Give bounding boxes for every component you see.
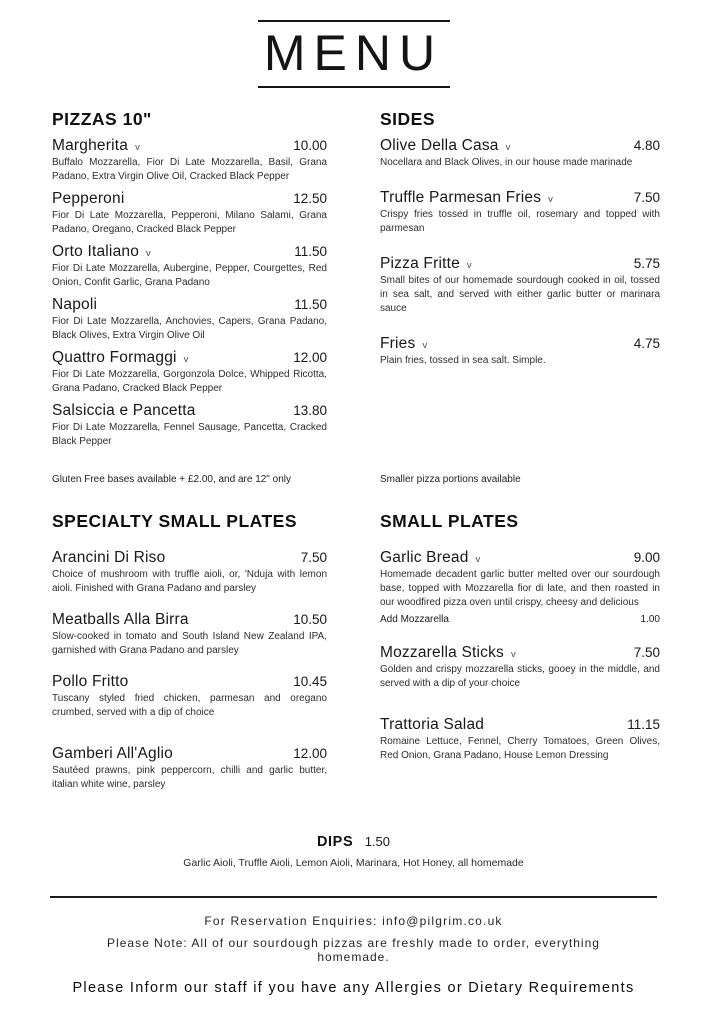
item-name: Orto Italiano — [52, 243, 140, 260]
section-pizzas — [52, 108, 327, 470]
item-price: 4.75 — [633, 336, 660, 351]
menu-item — [380, 715, 660, 763]
item-name: Meatballs Alla Birra — [52, 611, 189, 628]
item-description: Fior Di Late Mozzarella, Anchovies, Capers, Grana Padano, Black Olives, Extra Virgin Olive Oil — [52, 316, 327, 341]
menu-title: MENU — [263, 25, 444, 81]
vegetarian-marker: v — [135, 142, 140, 153]
menu-item — [52, 189, 327, 237]
menu-item — [380, 643, 660, 691]
item-price: 10.50 — [293, 612, 327, 627]
item-name: Pollo Fritto — [52, 673, 129, 690]
addon-row — [380, 612, 660, 628]
section-specialty-small-plates — [52, 510, 327, 806]
item-description: Plain fries, tossed in sea salt. Simple. — [380, 355, 546, 366]
addon-label: Add Mozzarella — [380, 614, 449, 625]
item-description: Choice of mushroom with truffle aioli, or, 'Nduja with lemon aioli. Finished with Grana Padano and parsley — [52, 569, 327, 594]
item-price: 10.45 — [293, 674, 327, 689]
menu-item — [380, 548, 660, 628]
smaller-portions-note: Smaller pizza portions available — [380, 474, 521, 485]
item-description: Homemade decadent garlic butter melted over our sourdough base, topped with Mozzarella fior di late, and then roasted in our woodfired pizza oven until crispy, cheesy and delicious — [380, 569, 660, 608]
section-heading: SMALL PLATES — [380, 511, 519, 531]
menu-item — [380, 188, 660, 236]
item-name: Margherita — [52, 137, 129, 154]
section-heading: SIDES — [380, 109, 436, 129]
menu-item — [52, 401, 327, 449]
menu-item — [380, 136, 660, 170]
item-price: 10.00 — [293, 138, 327, 153]
item-description: Crispy fries tossed in truffle oil, rosemary and topped with parmesan — [380, 209, 660, 234]
item-description: Fior Di Late Mozzarella, Aubergine, Pepper, Courgettes, Red Onion, Confit Garlic, Grana Padano — [52, 263, 327, 288]
menu-item — [52, 744, 327, 792]
item-description: Buffalo Mozzarella, Fior Di Late Mozzarella, Basil, Grana Padano, Extra Virgin Olive Oil, Cracked Black Pepper — [52, 157, 327, 182]
menu-header — [258, 20, 450, 88]
menu-body — [0, 108, 707, 806]
item-description: Fior Di Late Mozzarella, Pepperoni, Milano Salami, Grana Padano, Oregano, Cracked Black Pepper — [52, 210, 327, 235]
item-name: Olive Della Casa — [380, 137, 499, 154]
vegetarian-marker: v — [146, 248, 151, 259]
menu-item — [380, 254, 660, 316]
item-description: Golden and crispy mozzarella sticks, gooey in the middle, and served with a dip of your choice — [380, 664, 660, 689]
item-price: 5.75 — [633, 256, 660, 271]
menu-item — [52, 610, 327, 658]
item-name: Gamberi All'Aglio — [52, 745, 173, 762]
section-heading: SPECIALTY SMALL PLATES — [52, 511, 298, 531]
vegetarian-marker: v — [183, 354, 189, 365]
item-price: 4.80 — [633, 138, 660, 153]
item-name: Fries — [380, 335, 416, 352]
menu-item — [52, 136, 327, 184]
item-description: Fior Di Late Mozzarella, Gorgonzola Dolce, Whipped Ricotta, Grana Padano, Cracked Black Pepper — [52, 369, 327, 394]
item-price: 11.50 — [294, 244, 327, 259]
menu-item — [52, 242, 327, 290]
footer-divider — [50, 896, 657, 898]
item-price: 7.50 — [633, 190, 660, 205]
item-description: Nocellara and Black Olives, in our house made marinade — [380, 157, 633, 168]
item-description: Sautéed prawns, pink peppercorn, chilli and garlic butter, italian white wine, parsley — [52, 765, 327, 790]
sourdough-note-text: Please Note: All of our sourdough pizzas are freshly made to order, everything homemade. — [107, 936, 600, 964]
item-price: 12.50 — [293, 191, 327, 206]
allergy-text: Please Inform our staff if you have any Allergies or Dietary Requirements — [72, 980, 635, 996]
gluten-free-note: Gluten Free bases available + £2.00, and are 12" only — [52, 474, 291, 485]
menu-item — [52, 548, 327, 596]
item-description: Romaine Lettuce, Fennel, Cherry Tomatoes, Green Olives, Red Onion, Grana Padano, House Lemon Dressing — [380, 736, 660, 761]
item-price: 11.15 — [627, 717, 660, 732]
item-name: Napoli — [52, 296, 98, 313]
item-name: Pepperoni — [52, 190, 125, 207]
reservation-text: For Reservation Enquiries: info@pilgrim.co.uk — [204, 914, 503, 928]
vegetarian-marker: v — [422, 340, 428, 351]
item-description: Fior Di Late Mozzarella, Fennel Sausage, Pancetta, Cracked Black Pepper — [52, 422, 327, 447]
item-name: Garlic Bread — [380, 549, 469, 566]
item-name: Quattro Formaggi — [52, 349, 177, 366]
section-small-plates — [380, 510, 660, 806]
menu-item — [52, 348, 327, 396]
menu-item — [52, 295, 327, 343]
dips-description: Garlic Aioli, Truffle Aioli, Lemon Aioli, Marinara, Hot Honey, all homemade — [183, 857, 524, 869]
item-price: 12.00 — [293, 746, 327, 761]
item-name: Mozzarella Sticks — [380, 644, 504, 661]
item-name: Truffle Parmesan Fries — [380, 189, 542, 206]
menu-item — [52, 672, 327, 720]
item-price: 9.00 — [633, 550, 660, 565]
item-description: Slow-cooked in tomato and South Island New Zealand IPA, garnished with Grana Padano and parsley — [52, 631, 327, 656]
menu-item — [380, 334, 660, 368]
item-price: 13.80 — [293, 403, 327, 418]
item-price: 11.50 — [294, 297, 327, 312]
vegetarian-marker: v — [511, 649, 516, 660]
item-price: 7.50 — [300, 550, 327, 565]
section-dips — [0, 832, 707, 870]
menu-footer — [0, 896, 707, 997]
vegetarian-marker: v — [475, 554, 481, 565]
addon-price: 1.00 — [640, 614, 660, 625]
section-sides — [380, 108, 660, 470]
section-heading: PIZZAS 10" — [52, 109, 152, 129]
item-price: 12.00 — [293, 350, 327, 365]
item-name: Pizza Fritte — [380, 255, 460, 272]
dips-heading — [0, 832, 707, 852]
vegetarian-marker: v — [505, 142, 511, 153]
vegetarian-marker: v — [548, 194, 553, 205]
item-description: Tuscany styled fried chicken, parmesan and oregano crumbed, served with a dip of choice — [52, 693, 327, 718]
vegetarian-marker: v — [466, 260, 472, 271]
item-description: Small bites of our homemade sourdough cooked in oil, tossed in sea salt, and served with either garlic butter or marinara sauce — [380, 275, 660, 314]
dips-price: 1.50 — [364, 834, 390, 849]
item-name: Arancini Di Riso — [52, 549, 166, 566]
item-name: Trattoria Salad — [380, 716, 485, 733]
item-price: 7.50 — [633, 645, 660, 660]
item-name: Salsiccia e Pancetta — [52, 402, 196, 419]
dips-title: DIPS — [316, 834, 354, 850]
